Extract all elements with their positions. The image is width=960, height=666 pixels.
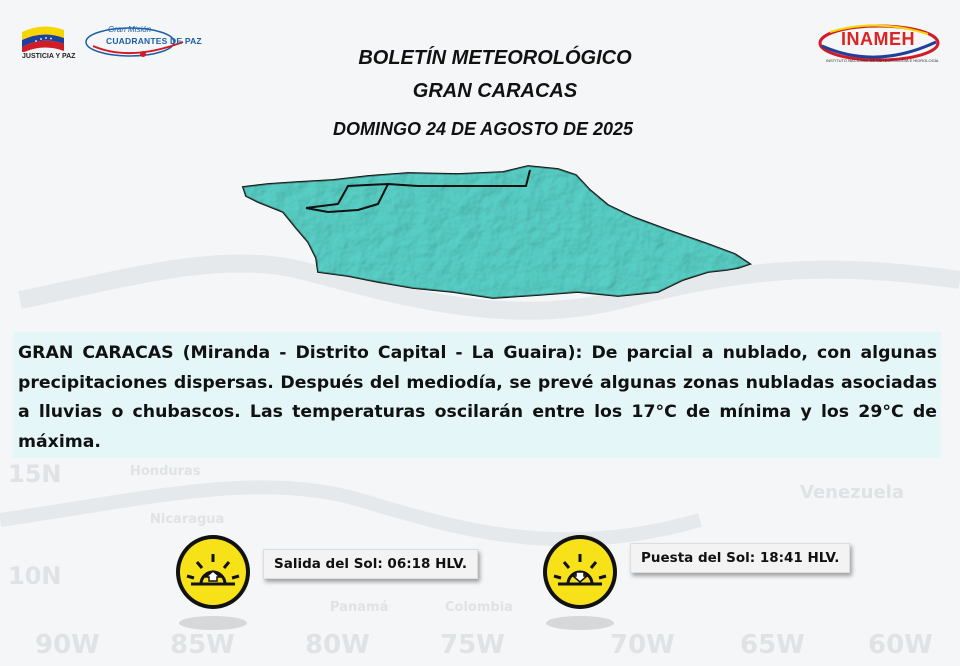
sun-shadow: [179, 616, 247, 630]
bg-country-label: Venezuela: [800, 482, 904, 503]
sunset-time-label: Puesta del Sol: 18:41 HLV.: [630, 543, 850, 573]
justicia-y-paz-label: JUSTICIA Y PAZ: [22, 53, 76, 60]
bg-country-label: Panamá: [330, 600, 389, 615]
bg-longitude-label: 80W: [305, 630, 370, 660]
sun-shadow: [546, 616, 614, 630]
bg-longitude-label: 75W: [440, 630, 505, 660]
sunrise-icon: [173, 532, 253, 612]
inameh-wordmark: INAMEH: [841, 29, 915, 49]
bg-latitude-label: 10N: [8, 562, 62, 590]
bg-latitude-label: 15N: [8, 460, 62, 488]
bg-country-label: Honduras: [130, 464, 201, 479]
bulletin-date: DOMINGO 24 DE AGOSTO DE 2025: [332, 119, 634, 139]
cuadrantes-de-paz-label: CUADRANTES DE PAZ: [106, 36, 202, 46]
bg-longitude-label: 70W: [610, 630, 675, 660]
bg-country-label: Nicaragua: [150, 512, 225, 527]
bg-longitude-label: 60W: [868, 630, 933, 660]
inameh-subtitle: INSTITUTO NACIONAL DE METEOROLOGÍA E HIDROLOGÍA: [826, 58, 939, 63]
gran-mision-label: Gran Misión: [108, 25, 152, 34]
bulletin-title: BOLETÍN METEOROLÓGICO: [358, 47, 632, 69]
forecast-text: GRAN CARACAS (Miranda - Distrito Capital - La Guaira): De parcial a nublado, con algunas precipitaciones dispersas. Después del mediodía, se prevé algunas zonas nubladas asociadas a lluvias o chubascos. Las temperaturas oscilarán entre los 17°C de mínima y los 29°C de máxima.: [18, 343, 937, 452]
sunrise-time-label: Salida del Sol: 06:18 HLV.: [263, 549, 478, 579]
bg-longitude-label: 90W: [35, 630, 100, 660]
bg-longitude-label: 65W: [740, 630, 805, 660]
gran-caracas-map: [238, 160, 758, 302]
bg-longitude-label: 85W: [170, 630, 235, 660]
bg-country-label: Colombia: [445, 600, 513, 615]
sunset-icon: [540, 532, 620, 612]
region-title: GRAN CARACAS: [412, 80, 578, 102]
